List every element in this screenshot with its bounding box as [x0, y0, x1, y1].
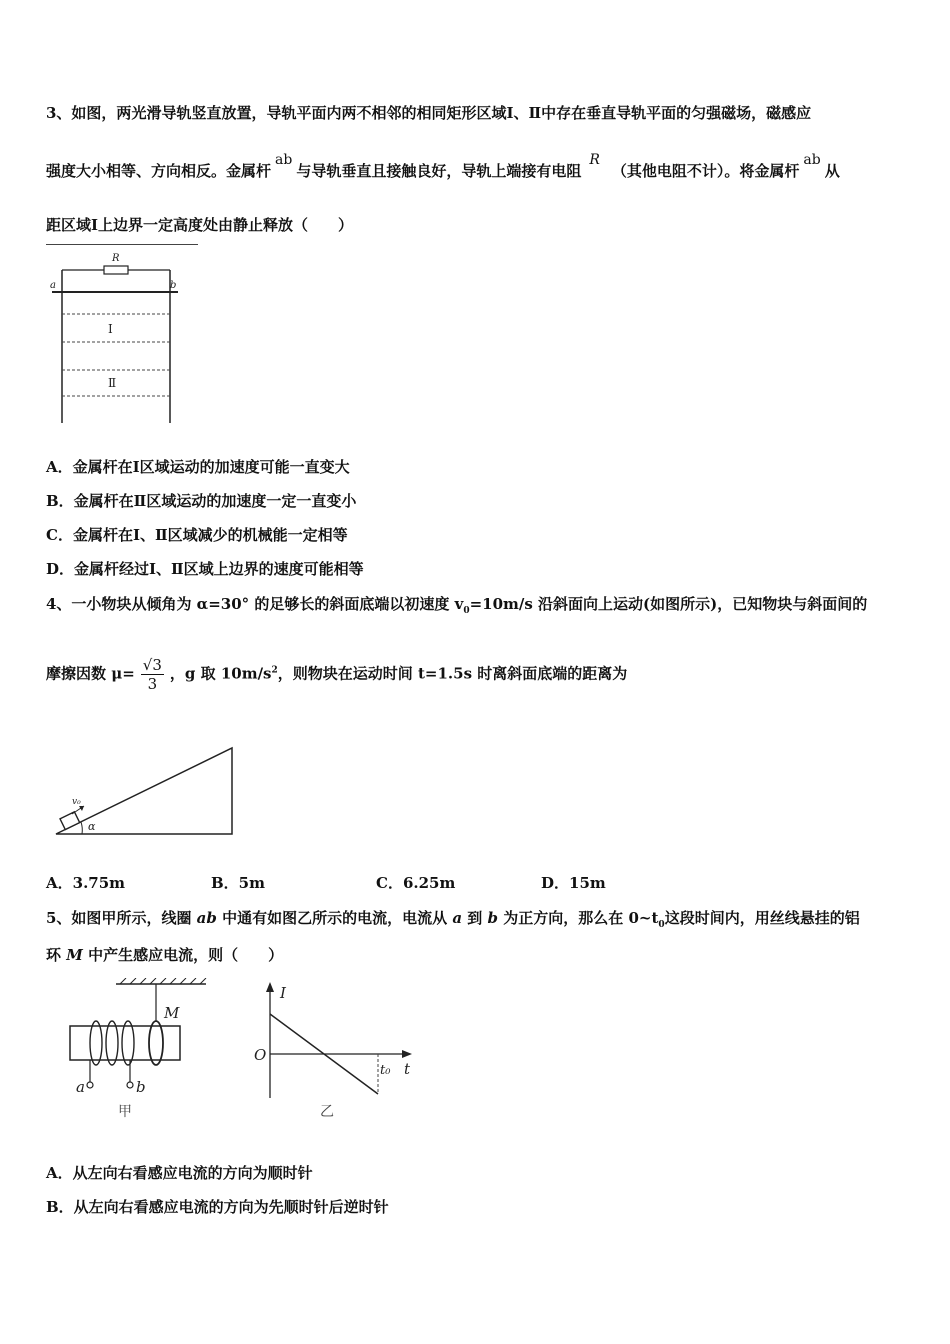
q5-m-symbol: M: [66, 946, 83, 964]
q3-line1: [46, 102, 811, 123]
fig-alpha-label: α: [88, 820, 96, 833]
q3-ab-symbol-2: ab: [803, 152, 821, 168]
q4-v0-subscript: 0: [463, 606, 470, 616]
fig-coil-a-label: a: [76, 1078, 85, 1096]
q3-line3: [46, 214, 353, 235]
q4-line2-text-c: ，则物块在运动时间 t=1.5s 时离斜面底端的距离为: [277, 664, 628, 683]
q5-b-symbol: b: [487, 909, 499, 927]
aluminum-ring: [149, 1021, 163, 1065]
q5-coil-figure: [60, 978, 220, 1123]
q4-line2: [46, 656, 627, 693]
q3-line1-text: 3、如图，两光滑导轨竖直放置，导轨平面内两不相邻的相同矩形区域Ⅰ、Ⅱ中存在垂直导轨平面的匀强磁场，磁感应: [46, 104, 812, 122]
q3-option-c: [46, 524, 348, 545]
q3-line2-text-d: 从: [824, 162, 840, 180]
q4-square-superscript: 2: [271, 665, 278, 676]
q4-option-a: [46, 872, 125, 893]
q3-ab-symbol: ab: [275, 152, 293, 168]
q4-option-c: [376, 872, 455, 893]
q5-line1-text-c: 到: [462, 909, 488, 927]
fig-yi-caption: 乙: [320, 1104, 334, 1120]
q3-option-a: [46, 456, 350, 477]
graph-o-label: O: [254, 1046, 267, 1064]
q5-a-symbol: a: [452, 909, 463, 927]
q3-line2-text-a: 强度大小相等、方向相反。金属杆: [46, 162, 272, 180]
q4-line1-text-b: =10m/s 沿斜面向上运动(如图所示)，已知物块与斜面间的: [469, 595, 868, 613]
fig-v0-label: v₀: [72, 797, 81, 807]
q5-line2: [46, 944, 283, 965]
q5-line2-text-b: 中产生感应电流，则（ ）: [82, 946, 284, 964]
q4-option-d: [541, 872, 606, 893]
fig-jia-caption: 甲: [118, 1104, 132, 1120]
block-shape: [60, 812, 80, 830]
q5-line1-text-b: 中通有如图乙所示的电流，电流从: [216, 909, 453, 927]
q3-line2-text-b: 与导轨垂直且接触良好，导轨上端接有电阻: [296, 162, 582, 180]
q5-line1: [46, 907, 860, 930]
q3-option-b: [46, 490, 356, 511]
q4-option-b-text: B．5m: [211, 874, 265, 892]
q5-line1-text-d: 为正方向，那么在 0~t: [498, 909, 659, 927]
q4-option-c-text: C．6.25m: [376, 874, 456, 892]
q4-frac-num: √3: [142, 656, 162, 674]
graph-t-label: t: [404, 1060, 411, 1078]
resistor-symbol: [104, 266, 128, 274]
q4-option-d-text: D．15m: [541, 874, 606, 892]
q5-t0-subscript: 0: [658, 920, 665, 930]
q3-line2-text-c: （其他电阻不计）。将金属杆: [611, 162, 800, 180]
q5-option-a: [46, 1162, 313, 1183]
q5-line2-text-a: 环: [46, 946, 67, 964]
q5-line1-text-e: 这段时间内，用丝线悬挂的铝: [664, 909, 860, 927]
q3-option-b-text: B．金属杆在Ⅱ区域运动的加速度一定一直变小: [46, 492, 357, 510]
q4-line1-text-a: 4、一小物块从倾角为 α=30° 的足够长的斜面底端以初速度 v: [46, 595, 464, 613]
fig-region-1: Ⅰ: [108, 322, 113, 336]
fig-coil-b-label: b: [136, 1078, 146, 1096]
q3-r-symbol: R: [589, 152, 600, 168]
q3-line3-text: 距区域Ⅰ上边界一定高度处由静止释放（ ）: [46, 216, 354, 234]
fig-b-label: b: [170, 280, 177, 291]
q4-line2-text-a: 摩擦因数 μ=: [46, 664, 135, 683]
q3-divider: [46, 244, 198, 245]
q4-line2-text-b: ，g 取 10m/s: [169, 664, 272, 683]
q4-mu-fraction: [141, 656, 164, 693]
q4-option-b: [211, 872, 265, 893]
fig-a-label: a: [50, 280, 56, 291]
q3-rail-figure: [46, 248, 186, 428]
q4-frac-den: 3: [147, 675, 158, 693]
q5-current-graph: [248, 978, 428, 1123]
graph-i-label: I: [280, 984, 286, 1002]
q3-line2: [46, 152, 840, 181]
q3-option-a-text: A．金属杆在Ⅰ区域运动的加速度可能一直变大: [46, 458, 350, 476]
q3-option-c-text: C．金属杆在Ⅰ、Ⅱ区域减少的机械能一定相等: [46, 526, 348, 544]
q4-option-a-text: A．3.75m: [46, 874, 126, 892]
q3-option-d: [46, 558, 364, 579]
q5-ab-symbol: ab: [196, 909, 217, 927]
q5-option-a-text: A．从左向右看感应电流的方向为顺时针: [46, 1164, 313, 1182]
fig-m-label: M: [164, 1004, 180, 1022]
q5-option-b-text: B．从左向右看感应电流的方向为先顺时针后逆时针: [46, 1198, 389, 1216]
q3-option-d-text: D．金属杆经过Ⅰ、Ⅱ区域上边界的速度可能相等: [46, 560, 364, 578]
q5-line1-text-a: 5、如图甲所示，线圈: [46, 909, 197, 927]
q4-line1: [46, 593, 867, 616]
fig-region-2: Ⅱ: [108, 376, 117, 390]
q4-incline-figure: [46, 740, 246, 850]
graph-t0-label: t₀: [380, 1063, 391, 1078]
fig-r-label: R: [112, 253, 120, 264]
q5-option-b: [46, 1196, 389, 1217]
